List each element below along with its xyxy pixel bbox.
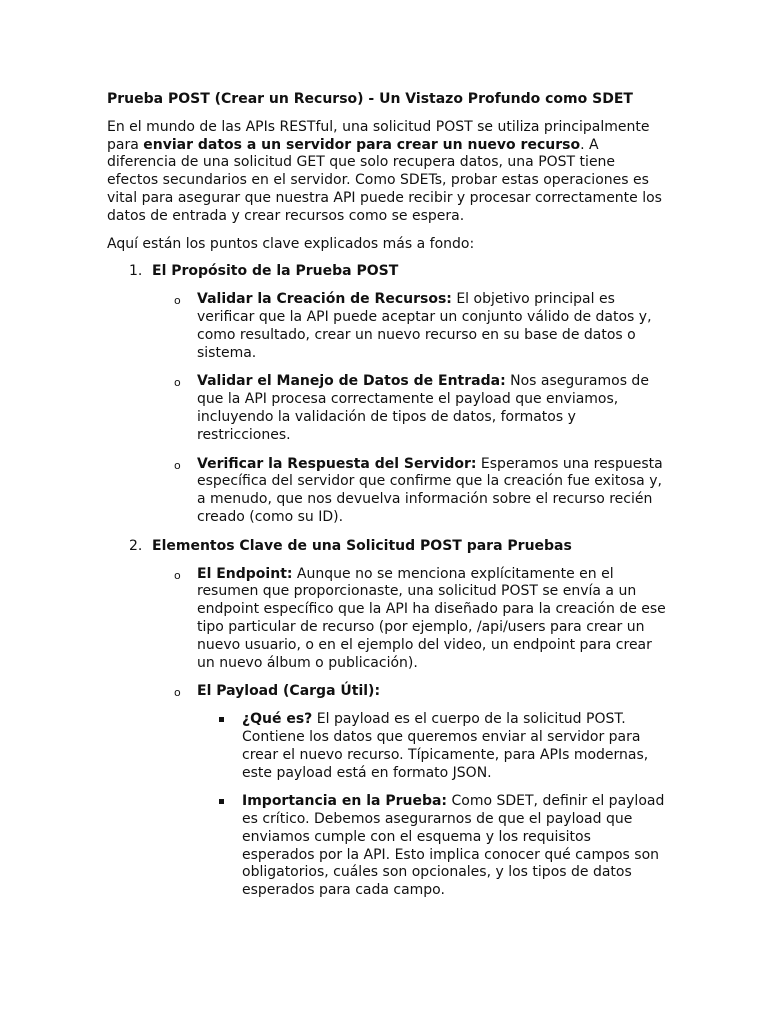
circle-bullet-icon: o bbox=[174, 686, 181, 700]
circle-bullet-icon: o bbox=[174, 458, 181, 472]
circle-bullet-icon: o bbox=[174, 376, 181, 390]
item-label: El Payload (Carga Útil): bbox=[197, 683, 381, 700]
circle-bullet-icon: o bbox=[174, 294, 181, 308]
list-item bbox=[152, 456, 667, 527]
section-number: 1. bbox=[129, 263, 143, 280]
list-item bbox=[152, 291, 667, 362]
section-2 bbox=[107, 538, 667, 900]
item-text: Esperamos una respuesta específica del servidor que confirme que la creación fue exitosa y, a menudo, que nos devuelva información sobre el recurso recién creado (como su ID). bbox=[197, 455, 663, 525]
item-label: Validar el Manejo de Datos de Entrada: bbox=[197, 373, 506, 390]
intro-paragraph bbox=[107, 119, 667, 226]
intro-lead: Aquí están los puntos clave explicados más a fondo: bbox=[107, 235, 475, 252]
item-label: El Endpoint: bbox=[197, 565, 293, 582]
item-heading bbox=[197, 683, 667, 701]
list-item bbox=[152, 683, 667, 900]
sub-list-item bbox=[197, 711, 667, 782]
sub-list-item bbox=[197, 793, 667, 900]
circle-bullet-icon: o bbox=[174, 568, 181, 582]
section-heading: Elementos Clave de una Solicitud POST para Pruebas bbox=[152, 537, 572, 554]
item-text: Aunque no se menciona explícitamente en el resumen que proporcionaste, una solicitud POST se envía a un endpoint específico que la API ha diseñado para la creación de ese tipo particular de recurso (por ejemplo, /api/users para crear un nuevo usuario, o en el ejemplo del video, un endpoint para crear un nuevo álbum o publicación). bbox=[197, 565, 666, 671]
item-label: Verificar la Respuesta del Servidor: bbox=[197, 455, 477, 472]
item-text: El objetivo principal es verificar que la API puede aceptar un conjunto válido de datos y, como resultado, crear un nuevo recurso en su base de datos o sistema. bbox=[197, 291, 652, 361]
item-text: Nos aseguramos de que la API procesa correctamente el payload que enviamos, incluyendo la validación de tipos de datos, formatos y restricciones. bbox=[197, 373, 649, 443]
section-heading: El Propósito de la Prueba POST bbox=[152, 263, 399, 280]
list-item bbox=[152, 373, 667, 444]
list-item bbox=[152, 566, 667, 673]
document-title: Prueba POST (Crear un Recurso) - Un Vistazo Profundo como SDET bbox=[107, 91, 633, 107]
section-1 bbox=[107, 263, 667, 526]
subitem-text: Como SDET, definir el payload es crítico. Debemos asegurarnos de que el payload que enviamos cumple con el esquema y los requisitos esperados por la API. Esto implica conocer qué campos son obligatorios, cuáles son opcionales, y los tipos de datos esperados para cada campo. bbox=[242, 793, 665, 899]
section-number: 2. bbox=[129, 537, 143, 554]
square-bullet-icon bbox=[219, 717, 224, 722]
subitem-text: El payload es el cuerpo de la solicitud POST. Contiene los datos que queremos enviar al servidor para crear el nuevo recurso. Típicamente, para APIs modernas, este payload está en formato JSON. bbox=[242, 711, 649, 781]
intro-text-a: En el mundo de las APIs RESTful, una solicitud POST se utiliza principalmente para bbox=[107, 118, 650, 153]
document-page bbox=[107, 91, 667, 911]
item-label: Validar la Creación de Recursos: bbox=[197, 291, 452, 308]
square-bullet-icon bbox=[219, 799, 224, 804]
subitem-label: Importancia en la Prueba: bbox=[242, 793, 448, 810]
intro-emphasis: enviar datos a un servidor para crear un nuevo recurso bbox=[143, 136, 581, 153]
intro-text-c: . A diferencia de una solicitud GET que solo recupera datos, una POST tiene efectos secundarios en el servidor. Como SDETs, probar estas operaciones es vital para asegurar que nuestra API puede recibir y procesar correctamente los datos de entrada y crear recursos como se espera. bbox=[107, 136, 662, 224]
subitem-label: ¿Qué es? bbox=[242, 711, 313, 728]
